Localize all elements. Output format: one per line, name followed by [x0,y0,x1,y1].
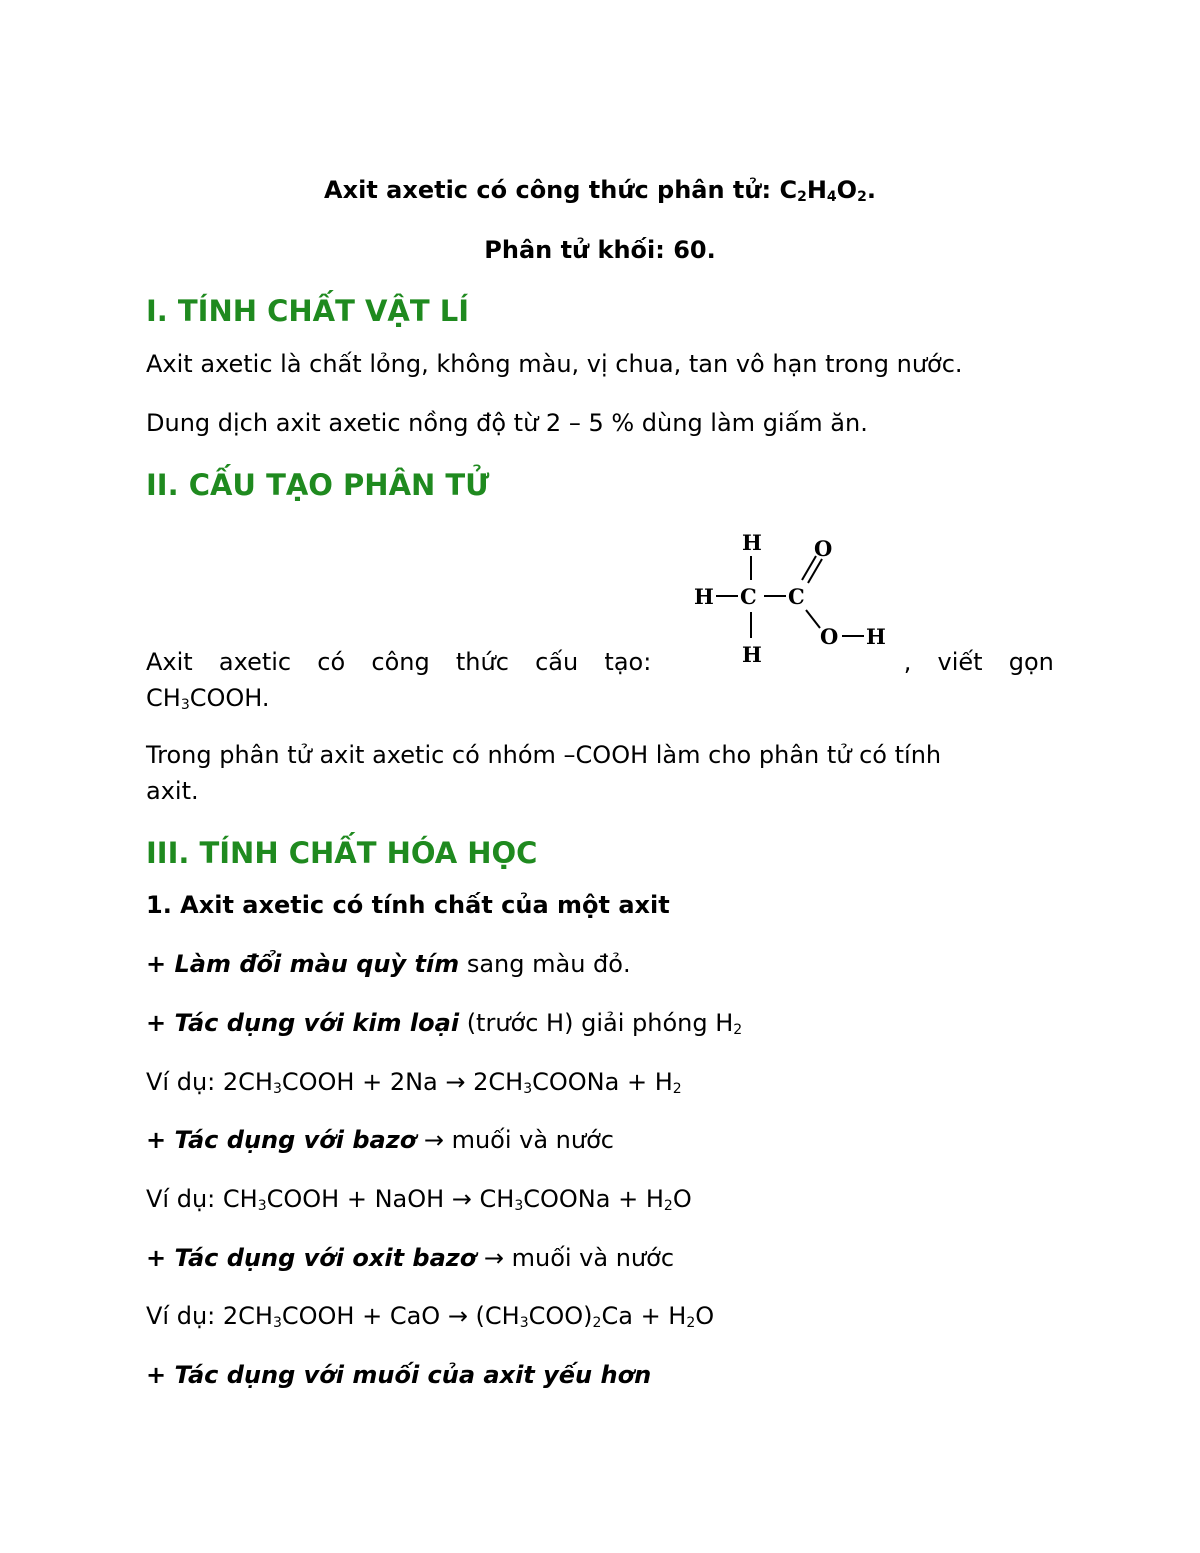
subscript: 4 [826,189,837,205]
subscript: 3 [519,1315,529,1331]
subscript: 3 [514,1198,524,1214]
word: có [317,648,346,676]
bond [806,610,820,628]
atom-o: O [820,624,839,649]
paragraph: Axit axetic là chất lỏng, không màu, vị chua, tan vô hạn trong nước. [146,350,963,378]
formula-text: O [836,176,858,204]
property-label: + Làm đổi màu quỳ tím [146,950,460,978]
atom-h-right: H [866,624,886,649]
property-text: sang màu đỏ. [459,950,631,978]
atom-h-top: H [742,530,762,555]
paragraph: Trong phân tử axit axetic có nhóm –COOH làm cho phân tử có tính [146,741,942,769]
subscript: 2 [672,1081,682,1097]
formula-text: COO) [528,1302,593,1330]
formula-text: Ví dụ: 2CH [146,1302,273,1330]
property-line [146,1008,1054,1038]
formula-text: COOH + CaO → (CH [281,1302,520,1330]
formula-text: COOH + 2Na → 2CH [281,1068,524,1096]
formula-text: COOH. [189,684,270,712]
word: , [903,648,912,676]
subscript: 2 [733,1022,743,1038]
word: axetic [218,648,292,676]
subscript: 3 [257,1198,267,1214]
property-text: (trước H) giải phóng H [459,1009,734,1037]
atom-h-left: H [694,584,714,609]
subscript: 2 [857,189,867,205]
formula-text: H [806,176,827,204]
word: tạo: [604,648,652,676]
word: cấu [535,648,579,676]
formula-text: COOH + NaOH → CH [266,1185,515,1213]
example-line [146,1301,1054,1331]
formula-text: CH [146,684,181,712]
formula-text: Ca + H [601,1302,687,1330]
subscript: 2 [686,1315,696,1331]
property-label: + Tác dụng với bazơ [146,1126,417,1154]
section-1-heading: I. TÍNH CHẤT VẬT LÍ [146,294,470,328]
property-label: + Tác dụng với kim loại [146,1009,460,1037]
subsection-heading: 1. Axit axetic có tính chất của một axit [146,891,670,919]
paragraph: axit. [146,777,199,805]
subscript: 3 [272,1315,282,1331]
property-text: → muối và nước [476,1244,675,1272]
subscript: 3 [180,697,190,713]
formula-text: COONa + H [532,1068,673,1096]
molecular-mass-line: Phân tử khối: 60. [484,236,716,264]
section-2-heading: II. CẤU TẠO PHÂN TỬ [146,468,490,502]
formula-text: Ví dụ: 2CH [146,1068,273,1096]
property-line [146,1360,1054,1390]
word: viết [937,648,983,676]
property-line [146,1125,1054,1155]
atom-c1: C [740,584,757,609]
example-line [146,1067,1054,1097]
double-bond [808,559,822,583]
formula-text: O [695,1302,715,1330]
formula-text: Axit axetic có công thức phân tử: C [324,176,798,204]
acetic-acid-structure-diagram [694,528,894,668]
formula-text: COONa + H [523,1185,664,1213]
property-label: + Tác dụng với muối của axit yếu hơn [146,1361,652,1389]
property-text: → muối và nước [416,1126,614,1154]
word: gọn [1008,648,1054,676]
section-3-heading: III. TÍNH CHẤT HÓA HỌC [146,836,538,870]
atom-h-bottom: H [742,642,762,667]
subscript: 3 [523,1081,533,1097]
molecular-formula-line [146,175,1054,205]
formula-text: Ví dụ: CH [146,1185,258,1213]
paragraph: Dung dịch axit axetic nồng độ từ 2 – 5 % dùng làm giấm ăn. [146,409,868,437]
subscript: 3 [272,1081,282,1097]
formula-text: O [672,1185,692,1213]
atom-c2: C [788,584,805,609]
structural-formula-line [146,647,1054,677]
word: Axit [146,648,193,676]
condensed-formula-line [146,683,1054,713]
word: thức [455,648,509,676]
atom-o-top: O [814,536,833,561]
subscript: 2 [592,1315,602,1331]
property-line [146,949,1054,979]
subscript: 2 [797,189,807,205]
word: công [371,648,430,676]
formula-text: . [866,176,876,204]
property-label: + Tác dụng với oxit bazơ [146,1244,477,1272]
subscript: 2 [663,1198,673,1214]
property-line [146,1243,1054,1273]
example-line [146,1184,1054,1214]
